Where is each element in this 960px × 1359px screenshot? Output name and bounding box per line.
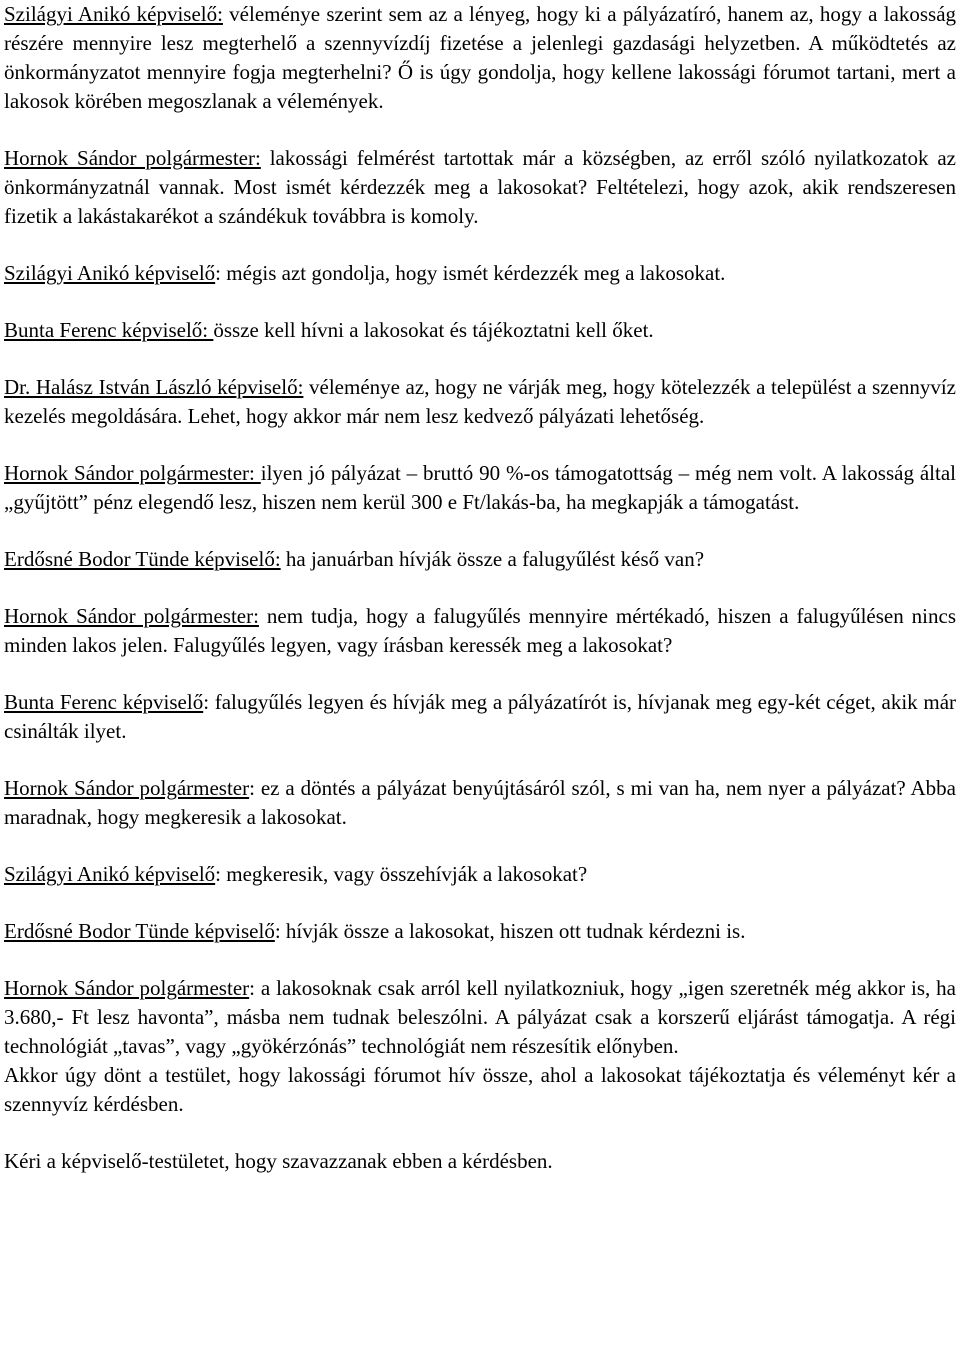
paragraph-1	[4, 0, 956, 116]
paragraph-text: : megkeresik, vagy összehívják a lakosokat?	[215, 862, 588, 886]
paragraph-9	[4, 688, 956, 746]
paragraph-text: össze kell hívni a lakosokat és tájékoztatni kell őket.	[213, 318, 654, 342]
paragraph-text: Kéri a képviselő-testületet, hogy szavazzanak ebben a kérdésben.	[4, 1149, 553, 1173]
speaker-name: Erdősné Bodor Tünde képviselő	[4, 919, 275, 943]
paragraph-text: : hívják össze a lakosokat, hiszen ott tudnak kérdezni is.	[274, 919, 746, 943]
speaker-name: Erdősné Bodor Tünde képviselő:	[4, 547, 281, 571]
paragraph-text: Akkor úgy dönt a testület, hogy lakossági fórumot hív össze, ahol a lakosokat tájékoztatja és véleményt kér a szennyvíz kérdésben.	[4, 1063, 956, 1116]
paragraph-7	[4, 545, 956, 574]
speaker-name: Bunta Ferenc képviselő:	[4, 318, 214, 342]
speaker-name: Hornok Sándor polgármester	[4, 776, 250, 800]
paragraph-4	[4, 316, 956, 345]
paragraph-text: véleménye szerint sem az a lényeg, hogy ki a pályázatíró, hanem az, hogy a lakosság részére mennyire lesz megterhelő a szennyvízdíj fizetése a jelenlegi gazdasági helyzetben. A működtetés az önkormányzatot mennyire fogja megterhelni? Ő is úgy gondolja, hogy kellene lakossági fórumot tartani, mert a lakosok körében megoszlanak a vélemények.	[4, 2, 957, 113]
paragraph-3	[4, 259, 956, 288]
paragraph-13	[4, 974, 956, 1061]
paragraph-text: véleménye az, hogy ne várják meg, hogy kötelezzék a települést a szennyvíz kezelés megoldására. Lehet, hogy akkor már nem lesz kedvező pályázati lehetőség.	[4, 375, 956, 428]
paragraph-11	[4, 860, 956, 889]
paragraph-6	[4, 459, 956, 517]
paragraph-8	[4, 602, 956, 660]
paragraph-text: ha januárban hívják össze a falugyűlést késő van?	[280, 547, 705, 571]
speaker-name: Hornok Sándor polgármester:	[4, 461, 261, 485]
paragraph-15	[4, 1147, 956, 1176]
paragraph-12	[4, 917, 956, 946]
paragraph-2	[4, 144, 956, 231]
paragraph-14	[4, 1061, 956, 1119]
document-page	[4, 0, 956, 1204]
speaker-name: Szilágyi Anikó képviselő:	[4, 2, 223, 26]
paragraph-text: nem tudja, hogy a falugyűlés mennyire mértékadó, hiszen a falugyűlésen nincs minden lakos jelen. Falugyűlés legyen, vagy írásban keressék meg a lakosokat?	[4, 604, 956, 657]
paragraph-text: : mégis azt gondolja, hogy ismét kérdezzék meg a lakosokat.	[215, 261, 726, 285]
paragraph-text: : ez a döntés a pályázat benyújtásáról szól, s mi van ha, nem nyer a pályázat? Abba maradnak, hogy megkeresik a lakosokat.	[4, 776, 956, 829]
paragraph-text: : falugyűlés legyen és hívják meg a pályázatírót is, hívjanak meg egy-két céget, akik már csinálták ilyet.	[4, 690, 957, 743]
paragraph-5	[4, 373, 956, 431]
speaker-name: Szilágyi Anikó képviselő	[4, 862, 216, 886]
paragraph-10	[4, 774, 956, 832]
speaker-name: Szilágyi Anikó képviselő	[4, 261, 216, 285]
speaker-name: Hornok Sándor polgármester:	[4, 604, 259, 628]
paragraph-text: ilyen jó pályázat – bruttó 90 %-os támogatottság – még nem volt. A lakosság által „gyűjtött” pénz elegendő lesz, hiszen nem kerül 300 e Ft/lakás-ba, ha megkapják a támogatást.	[4, 461, 956, 514]
speaker-name: Dr. Halász István László képviselő:	[4, 375, 304, 399]
speaker-name: Hornok Sándor polgármester:	[4, 146, 261, 170]
paragraph-text: lakossági felmérést tartottak már a községben, az erről szóló nyilatkozatok az önkormányzatnál vannak. Most ismét kérdezzék meg a lakosokat? Feltételezi, hogy azok, akik rendszeresen fizetik a lakástakarékot a szándékuk továbbra is komoly.	[4, 146, 956, 228]
paragraph-text: : a lakosoknak csak arról kell nyilatkozniuk, hogy „igen szeretnék még akkor is, ha 3.680,- Ft lesz havonta”, másba nem tudnak beleszólni. A pályázat csak a korszerű eljárást támogatja. A régi technológiát „tavas”, vagy „gyökérzónás” technológiát nem részesítik előnyben.	[4, 976, 956, 1058]
speaker-name: Bunta Ferenc képviselő	[4, 690, 204, 714]
speaker-name: Hornok Sándor polgármester	[4, 976, 250, 1000]
